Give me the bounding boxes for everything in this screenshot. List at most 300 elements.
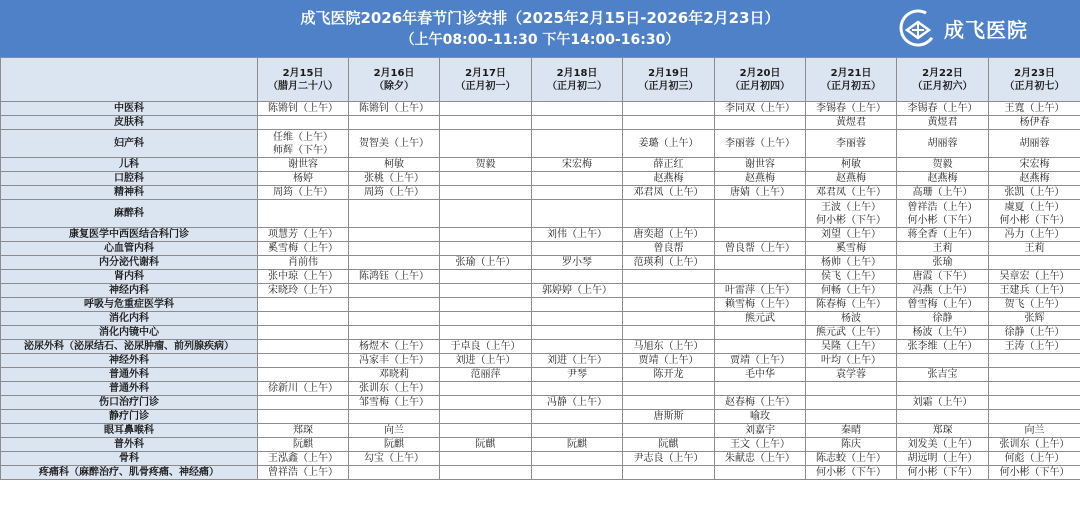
schedule-cell	[715, 270, 806, 284]
doctor-entry: 唐奕超（上午）	[633, 229, 704, 240]
date-label: 2月18日	[556, 67, 598, 79]
doctor-entry: 阮麒	[567, 439, 587, 450]
schedule-cell	[258, 354, 349, 368]
doctor-entry: 陈鸿钰（上午）	[359, 271, 429, 282]
date-label: 2月16日	[373, 67, 415, 79]
schedule-cell	[715, 410, 806, 424]
doctor-entry: 罗小琴	[562, 257, 592, 268]
doctor-entry: 项慧芳（上午）	[268, 229, 338, 240]
schedule-cell	[989, 396, 1080, 410]
doctor-entry: 何小彬（下午）	[816, 214, 886, 226]
doctor-entry: 冯家丰（上午）	[359, 355, 429, 366]
schedule-cell	[623, 284, 715, 298]
schedule-cell	[532, 298, 623, 312]
schedule-cell	[349, 368, 440, 382]
schedule-cell	[258, 256, 349, 270]
date-header	[989, 58, 1080, 102]
schedule-cell	[440, 130, 532, 158]
schedule-cell	[806, 116, 897, 130]
schedule-cell	[532, 452, 623, 466]
department-name: 普通外科	[1, 368, 258, 382]
doctor-entry: 张瑜（上午）	[455, 257, 516, 268]
schedule-cell	[897, 130, 989, 158]
hospital-logo	[898, 8, 1028, 48]
schedule-cell	[258, 116, 349, 130]
schedule-cell	[258, 186, 349, 200]
doctor-entry: 刘伟（上午）	[547, 229, 607, 240]
department-name: 消化内镜中心	[1, 326, 258, 340]
doctor-entry: 谢世容	[745, 159, 775, 170]
schedule-cell	[623, 172, 715, 186]
schedule-cell	[623, 102, 715, 116]
doctor-entry: 刘霜（上午）	[912, 397, 973, 408]
schedule-cell	[989, 326, 1080, 340]
doctor-entry: 张吉宝	[927, 369, 958, 380]
date-header	[623, 58, 715, 102]
doctor-entry: 何小彬（下午）	[816, 467, 886, 478]
schedule-cell	[349, 158, 440, 172]
department-row	[1, 242, 1080, 256]
department-name: 神经外科	[1, 354, 258, 368]
doctor-entry: 曾良帮（上午）	[725, 243, 795, 254]
doctor-entry: 贺智美（上午）	[359, 138, 429, 149]
doctor-entry: 李丽蓉（上午）	[725, 138, 795, 149]
doctor-entry: 李同双（上午）	[725, 103, 795, 114]
doctor-entry: 高珊（上午）	[912, 187, 973, 198]
doctor-entry: 熊元武（上午）	[816, 327, 886, 338]
department-name: 口腔科	[1, 172, 258, 186]
schedule-cell	[532, 326, 623, 340]
department-name: 康复医学中西医结合科门诊	[1, 228, 258, 242]
date-label: 2月15日	[282, 67, 324, 79]
department-row	[1, 256, 1080, 270]
doctor-entry: 毛中华	[745, 369, 775, 380]
schedule-cell	[897, 172, 989, 186]
schedule-cell	[258, 410, 349, 424]
department-row	[1, 270, 1080, 284]
schedule-cell	[532, 284, 623, 298]
doctor-entry: 袁学蓉	[836, 369, 866, 380]
department-name: 普外科	[1, 438, 258, 452]
schedule-cell	[806, 396, 897, 410]
schedule-cell	[440, 228, 532, 242]
schedule-cell	[715, 424, 806, 438]
doctor-entry: 杨帅（上午）	[821, 257, 881, 268]
schedule-cell	[989, 242, 1080, 256]
department-name: 皮肤科	[1, 116, 258, 130]
doctor-entry: 赵燕梅	[745, 173, 775, 184]
doctor-entry: 喻玫	[750, 411, 770, 422]
lunar-label: （除夕）	[374, 80, 414, 92]
doctor-entry: 蒋全香（上午）	[907, 229, 978, 240]
schedule-cell	[715, 186, 806, 200]
doctor-entry: 唐斯斯	[653, 411, 684, 422]
date-header	[806, 58, 897, 102]
schedule-cell	[989, 186, 1080, 200]
doctor-entry: 李锡春（上午）	[816, 103, 886, 114]
department-row	[1, 200, 1080, 228]
schedule-cell	[623, 312, 715, 326]
department-name: 普通外科	[1, 382, 258, 396]
schedule-cell	[897, 312, 989, 326]
department-name: 精神科	[1, 186, 258, 200]
schedule-cell	[440, 116, 532, 130]
schedule-cell	[806, 466, 897, 480]
schedule-cell	[897, 452, 989, 466]
department-row	[1, 438, 1080, 452]
doctor-entry: 冯燕（上午）	[912, 285, 973, 296]
schedule-cell	[623, 438, 715, 452]
doctor-entry: 叶雷萍（上午）	[725, 285, 795, 296]
schedule-cell	[715, 172, 806, 186]
doctor-entry: 曾雪梅（上午）	[907, 299, 978, 310]
schedule-cell	[258, 298, 349, 312]
schedule-cell	[532, 242, 623, 256]
schedule-cell	[440, 270, 532, 284]
schedule-cell	[715, 284, 806, 298]
schedule-cell	[440, 438, 532, 452]
department-row	[1, 186, 1080, 200]
doctor-entry: 郭婷婷（上午）	[542, 285, 612, 296]
schedule-cell	[532, 186, 623, 200]
doctor-entry: 邓君凤（上午）	[816, 187, 886, 198]
doctor-entry: 刘嘉宇	[745, 425, 775, 436]
schedule-cell	[532, 396, 623, 410]
schedule-table	[0, 57, 1080, 480]
schedule-cell	[806, 130, 897, 158]
schedule-cell	[349, 242, 440, 256]
doctor-entry: 王涛（上午）	[1004, 341, 1065, 352]
schedule-cell	[623, 326, 715, 340]
lunar-label: （正月初六）	[912, 80, 973, 92]
schedule-cell	[989, 340, 1080, 354]
schedule-cell	[349, 172, 440, 186]
doctor-entry: 周筠（上午）	[364, 187, 424, 198]
schedule-cell	[258, 424, 349, 438]
schedule-cell	[623, 228, 715, 242]
schedule-cell	[989, 270, 1080, 284]
schedule-cell	[258, 326, 349, 340]
doctor-entry: 张瑜	[932, 257, 953, 268]
doctor-entry: 邹雪梅（上午）	[359, 397, 429, 408]
schedule-cell	[349, 438, 440, 452]
doctor-entry: 黄煜君	[836, 117, 866, 128]
doctor-entry: 徐静（上午）	[1004, 327, 1065, 338]
doctor-entry: 朱献忠（上午）	[725, 453, 795, 464]
schedule-cell	[440, 424, 532, 438]
schedule-cell	[897, 270, 989, 284]
schedule-cell	[349, 284, 440, 298]
schedule-cell	[440, 200, 532, 228]
department-row	[1, 228, 1080, 242]
schedule-cell	[532, 438, 623, 452]
schedule-cell	[440, 466, 532, 480]
schedule-cell	[715, 438, 806, 452]
schedule-cell	[258, 130, 349, 158]
department-row	[1, 312, 1080, 326]
department-name: 骨科	[1, 452, 258, 466]
schedule-cell	[532, 410, 623, 424]
doctor-entry: 姜璐（上午）	[638, 138, 699, 149]
department-row	[1, 410, 1080, 424]
doctor-entry: 何小彬（下午）	[907, 467, 978, 478]
schedule-cell	[897, 242, 989, 256]
schedule-cell	[989, 424, 1080, 438]
schedule-cell	[715, 382, 806, 396]
hospital-logo-icon	[898, 8, 938, 48]
doctor-entry: 赵燕梅	[836, 173, 866, 184]
schedule-cell	[258, 284, 349, 298]
schedule-cell	[897, 228, 989, 242]
schedule-cell	[623, 270, 715, 284]
doctor-entry: 郑琛	[293, 425, 313, 436]
schedule-cell	[715, 102, 806, 116]
department-row	[1, 102, 1080, 116]
schedule-cell	[715, 242, 806, 256]
schedule-cell	[349, 200, 440, 228]
doctor-entry: 赖雪梅（上午）	[725, 299, 795, 310]
department-name: 肾内科	[1, 270, 258, 284]
doctor-entry: 秦晴	[841, 425, 861, 436]
schedule-cell	[440, 354, 532, 368]
schedule-cell	[258, 438, 349, 452]
schedule-cell	[349, 270, 440, 284]
doctor-entry: 阮麒	[658, 439, 679, 450]
doctor-entry: 吴隆（上午）	[821, 341, 881, 352]
schedule-cell	[715, 312, 806, 326]
department-row	[1, 424, 1080, 438]
schedule-cell	[623, 200, 715, 228]
date-header	[349, 58, 440, 102]
schedule-cell	[715, 452, 806, 466]
doctor-entry: 杨煜木（上午）	[359, 341, 429, 352]
schedule-cell	[806, 382, 897, 396]
doctor-entry: 杨波（上午）	[912, 327, 973, 338]
page-title: 成飞医院2026年春节门诊安排（2025年2月15日-2026年2月23日）	[300, 9, 780, 27]
date-label: 2月22日	[922, 67, 963, 79]
doctor-entry: 陈庆	[841, 439, 861, 450]
doctor-entry: 冯静（上午）	[547, 397, 607, 408]
doctor-entry: 向兰	[1024, 425, 1045, 436]
schedule-cell	[806, 102, 897, 116]
doctor-entry: 曾良帮	[653, 243, 684, 254]
doctor-entry: 谢世容	[288, 159, 318, 170]
schedule-cell	[989, 172, 1080, 186]
doctor-entry: 黄煜君	[927, 117, 958, 128]
department-name: 泌尿外科（泌尿结石、泌尿肿瘤、前列腺疾病）	[1, 340, 258, 354]
doctor-entry: 李丽蓉	[836, 138, 866, 149]
department-name: 心血管内科	[1, 242, 258, 256]
doctor-entry: 宋宏梅	[1019, 159, 1050, 170]
schedule-cell	[532, 368, 623, 382]
schedule-cell	[258, 270, 349, 284]
doctor-entry: 奚雪梅（上午）	[268, 243, 338, 254]
schedule-cell	[715, 298, 806, 312]
doctor-entry: 于卓良（上午）	[450, 341, 521, 352]
doctor-entry: 赵燕梅	[927, 173, 958, 184]
schedule-cell	[989, 298, 1080, 312]
schedule-cell	[349, 396, 440, 410]
department-row	[1, 368, 1080, 382]
doctor-entry: 张凯（上午）	[1004, 187, 1065, 198]
schedule-cell	[532, 382, 623, 396]
schedule-cell	[349, 130, 440, 158]
schedule-cell	[440, 312, 532, 326]
schedule-cell	[623, 410, 715, 424]
doctor-entry: 何小彬（下午）	[999, 467, 1070, 478]
schedule-cell	[806, 410, 897, 424]
schedule-cell	[349, 340, 440, 354]
schedule-cell	[897, 186, 989, 200]
schedule-cell	[623, 130, 715, 158]
schedule-cell	[806, 326, 897, 340]
doctor-entry: 王寬（上午）	[1004, 103, 1065, 114]
schedule-cell	[532, 130, 623, 158]
schedule-cell	[440, 242, 532, 256]
schedule-cell	[715, 158, 806, 172]
lunar-label: （正月初一）	[455, 80, 516, 92]
doctor-entry: 何彪（上午）	[1004, 453, 1065, 464]
schedule-cell	[715, 396, 806, 410]
schedule-cell	[623, 424, 715, 438]
schedule-cell	[349, 102, 440, 116]
doctor-entry: 杨婷	[293, 173, 313, 184]
doctor-entry: 勾宝（上午）	[364, 453, 424, 464]
date-header	[897, 58, 989, 102]
doctor-entry: 贺毅	[932, 159, 953, 170]
schedule-cell	[532, 256, 623, 270]
doctor-entry: 陈春梅（上午）	[816, 299, 886, 310]
schedule-cell	[806, 270, 897, 284]
doctor-entry: 虞夏（上午）	[1004, 201, 1065, 213]
doctor-entry: 唐婧（上午）	[730, 187, 790, 198]
doctor-entry: 唐霞（下午）	[912, 271, 973, 282]
schedule-cell	[258, 172, 349, 186]
schedule-cell	[349, 424, 440, 438]
schedule-cell	[532, 172, 623, 186]
lunar-label: （正月初五）	[821, 80, 881, 92]
schedule-cell	[989, 466, 1080, 480]
schedule-cell	[989, 452, 1080, 466]
doctor-entry: 陈志蛟（上午）	[816, 453, 886, 464]
schedule-cell	[989, 354, 1080, 368]
schedule-cell	[989, 284, 1080, 298]
doctor-entry: 胡丽蓉	[927, 138, 958, 149]
schedule-cell	[897, 256, 989, 270]
doctor-entry: 邓君凤（上午）	[633, 187, 704, 198]
doctor-entry: 郑琛	[932, 425, 953, 436]
department-name: 神经内科	[1, 284, 258, 298]
schedule-cell	[806, 200, 897, 228]
schedule-cell	[440, 340, 532, 354]
schedule-cell	[623, 466, 715, 480]
schedule-cell	[715, 116, 806, 130]
schedule-cell	[806, 424, 897, 438]
department-row	[1, 354, 1080, 368]
schedule-body	[1, 102, 1080, 480]
schedule-cell	[897, 368, 989, 382]
doctor-entry: 赵燕梅	[653, 173, 684, 184]
schedule-cell	[532, 340, 623, 354]
schedule-cell	[806, 284, 897, 298]
doctor-entry: 王建兵（上午）	[999, 285, 1070, 296]
schedule-cell	[806, 438, 897, 452]
schedule-cell	[440, 186, 532, 200]
department-name: 伤口治疗门诊	[1, 396, 258, 410]
department-name: 中医科	[1, 102, 258, 116]
schedule-cell	[440, 284, 532, 298]
doctor-entry: 薛正红	[653, 159, 684, 170]
schedule-cell	[440, 158, 532, 172]
department-name: 疼痛科（麻醉治疗、肌骨疼痛、神经痛）	[1, 466, 258, 480]
doctor-entry: 杨波	[841, 313, 861, 324]
schedule-cell	[989, 438, 1080, 452]
schedule-cell	[258, 158, 349, 172]
doctor-entry: 阮麒	[475, 439, 496, 450]
department-name: 呼吸与危重症医学科	[1, 298, 258, 312]
date-header	[532, 58, 623, 102]
doctor-entry: 熊元武	[745, 313, 775, 324]
doctor-entry: 刘进（上午）	[547, 355, 607, 366]
schedule-cell	[806, 172, 897, 186]
department-row	[1, 284, 1080, 298]
doctor-entry: 范丽萍	[470, 369, 501, 380]
lunar-label: （正月初七）	[1004, 80, 1065, 92]
schedule-cell	[258, 228, 349, 242]
schedule-cell	[897, 158, 989, 172]
schedule-cell	[715, 368, 806, 382]
doctor-entry: 王莉	[932, 243, 953, 254]
schedule-cell	[897, 284, 989, 298]
schedule-cell	[806, 228, 897, 242]
lunar-label: （正月初三）	[638, 80, 699, 92]
schedule-cell	[440, 298, 532, 312]
department-row	[1, 298, 1080, 312]
date-header	[440, 58, 532, 102]
schedule-cell	[806, 312, 897, 326]
date-header-row	[1, 58, 1080, 102]
schedule-cell	[532, 270, 623, 284]
schedule-cell	[806, 186, 897, 200]
doctor-entry: 邓晓莉	[379, 369, 409, 380]
schedule-cell	[440, 326, 532, 340]
schedule-cell	[897, 438, 989, 452]
doctor-entry: 尹志良（上午）	[633, 453, 704, 464]
schedule-cell	[715, 130, 806, 158]
schedule-cell	[806, 368, 897, 382]
schedule-cell	[532, 228, 623, 242]
schedule-cell	[623, 116, 715, 130]
schedule-cell	[715, 466, 806, 480]
schedule-cell	[623, 368, 715, 382]
schedule-cell	[258, 102, 349, 116]
department-row	[1, 326, 1080, 340]
doctor-entry: 向兰	[384, 425, 404, 436]
doctor-entry: 何畅（上午）	[821, 285, 881, 296]
doctor-entry: 马旭东（上午）	[633, 341, 704, 352]
schedule-cell	[897, 466, 989, 480]
schedule-cell	[258, 466, 349, 480]
doctor-entry: 任维（上午）	[273, 131, 333, 143]
doctor-entry: 侯飞（上午）	[821, 271, 881, 282]
doctor-entry: 张训东（上午）	[999, 439, 1070, 450]
doctor-entry: 何小彬（下午）	[907, 214, 978, 226]
schedule-cell	[715, 256, 806, 270]
schedule-cell	[989, 312, 1080, 326]
schedule-cell	[349, 382, 440, 396]
schedule-cell	[989, 382, 1080, 396]
doctor-entry: 王莉	[1024, 243, 1045, 254]
